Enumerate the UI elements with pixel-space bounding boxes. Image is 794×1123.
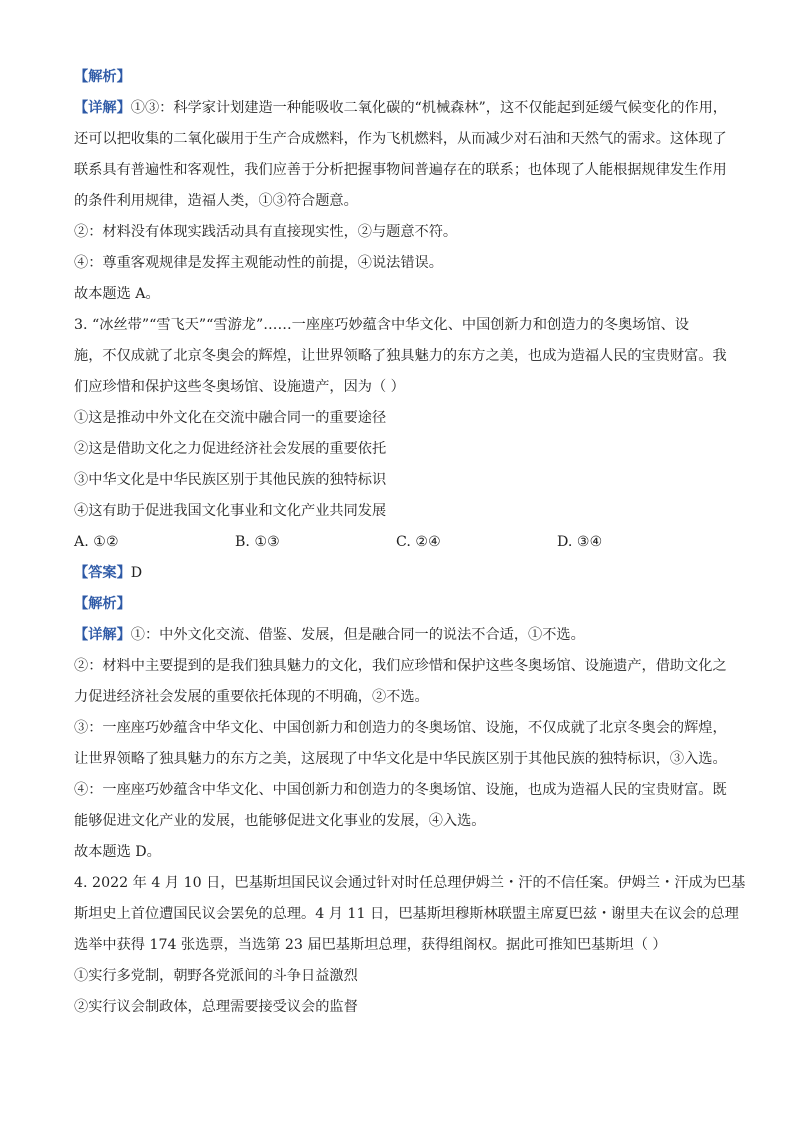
detailed-explanation-line	[74, 93, 727, 124]
question-stem-line: 斯坦史上首位遭国民议会罢免的总理。4 月 11 日，巴基斯坦穆斯林联盟主席夏巴兹・谢里夫在议会的总理	[74, 906, 739, 922]
answer-line	[74, 558, 724, 589]
option-c: C. ②④	[396, 534, 441, 550]
analysis-label: 【解析】	[74, 69, 131, 85]
statement-item: ③中华文化是中华民族区别于其他民族的独特标识	[74, 472, 387, 488]
detailed-explanation-label: 【详解】	[74, 627, 131, 643]
explanation-text: ①③：科学家计划建造一种能吸收二氧化碳的“机械森林”，这不仅能起到延缓气候变化的作用，	[130, 100, 727, 116]
analysis-heading	[74, 62, 724, 93]
explanation-line: 能够促进文化产业的发展，也能够促进文化事业的发展，④入选。	[74, 813, 486, 829]
analysis-heading	[74, 589, 724, 620]
explanation-line: ②：材料中主要提到的是我们独具魅力的文化，我们应珍惜和保护这些冬奥场馆、设施遗产，借助文化之	[74, 658, 727, 674]
question-stem-line: 3. “冰丝带”“雪飞天”“雪游龙”……一座座巧妙蕴含中华文化、中国创新力和创造力的冬奥场馆、设	[74, 317, 689, 333]
explanation-line: 还可以把收集的二氧化碳用于生产合成燃料，作为飞机燃料，从而减少对石油和天然气的需求。这体现了	[74, 131, 727, 147]
option-b: B. ①③	[235, 534, 280, 550]
statement-item: ②实行议会制政体，总理需要接受议会的监督	[74, 999, 358, 1015]
explanation-text: ①：中外文化交流、借鉴、发展，但是融合同一的说法不合适，①不选。	[130, 627, 585, 643]
statement-item: ①这是推动中外文化在交流中融合同一的重要途径	[74, 410, 387, 426]
explanation-line: ④：一座座巧妙蕴含中华文化、中国创新力和创造力的冬奥场馆、设施，也成为造福人民的宝贵财富。既	[74, 782, 727, 798]
explanation-line: ②：材料没有体现实践活动具有直接现实性，②与题意不符。	[74, 224, 458, 240]
answer-value: D	[130, 565, 143, 581]
analysis-label: 【解析】	[74, 596, 131, 612]
explanation-line: 的条件利用规律，造福人类，①③符合题意。	[74, 193, 358, 209]
option-d: D. ③④	[557, 534, 603, 550]
detailed-explanation-label: 【详解】	[74, 100, 131, 116]
explanation-line: ④：尊重客观规律是发挥主观能动性的前提，④说法错误。	[74, 255, 443, 271]
question-stem-line: 选举中获得 174 张选票，当选第 23 届巴基斯坦总理，获得组阁权。据此可推知巴基斯坦（ ）	[74, 937, 667, 953]
conclusion-line: 故本题选 D。	[74, 844, 161, 860]
conclusion-line: 故本题选 A。	[74, 286, 160, 302]
statement-item: ①实行多党制，朝野各党派间的斗争日益激烈	[74, 968, 358, 984]
explanation-line: 联系具有普遍性和客观性，我们应善于分析把握事物间普遍存在的联系；也体现了人能根据规律发生作用	[74, 162, 727, 178]
detailed-explanation-line	[74, 620, 724, 651]
explanation-line: 力促进经济社会发展的重要依托体现的不明确，②不选。	[74, 689, 429, 705]
statement-item: ④这有助于促进我国文化事业和文化产业共同发展	[74, 503, 387, 519]
question-stem-line: 施，不仅成就了北京冬奥会的辉煌，让世界领略了独具魅力的东方之美，也成为造福人民的宝贵财富。我	[74, 348, 727, 364]
answer-options	[74, 527, 724, 558]
statement-item: ②这是借助文化之力促进经济社会发展的重要依托	[74, 441, 387, 457]
explanation-line: ③：一座座巧妙蕴含中华文化、中国创新力和创造力的冬奥场馆、设施，不仅成就了北京冬奥会的辉煌，	[74, 720, 727, 736]
question-stem-line: 4. 2022 年 4 月 10 日，巴基斯坦国民议会通过针对时任总理伊姆兰・汗的不信任案。伊姆兰・汗成为巴基	[74, 875, 746, 891]
answer-label: 【答案】	[74, 565, 131, 581]
question-stem-line: 们应珍惜和保护这些冬奥场馆、设施遗产，因为（ ）	[74, 379, 405, 395]
document-content	[74, 62, 746, 1023]
explanation-line: 让世界领略了独具魅力的东方之美，这展现了中华文化是中华民族区别于其他民族的独特标识，③入选。	[74, 751, 727, 767]
option-a: A. ①②	[74, 534, 119, 550]
